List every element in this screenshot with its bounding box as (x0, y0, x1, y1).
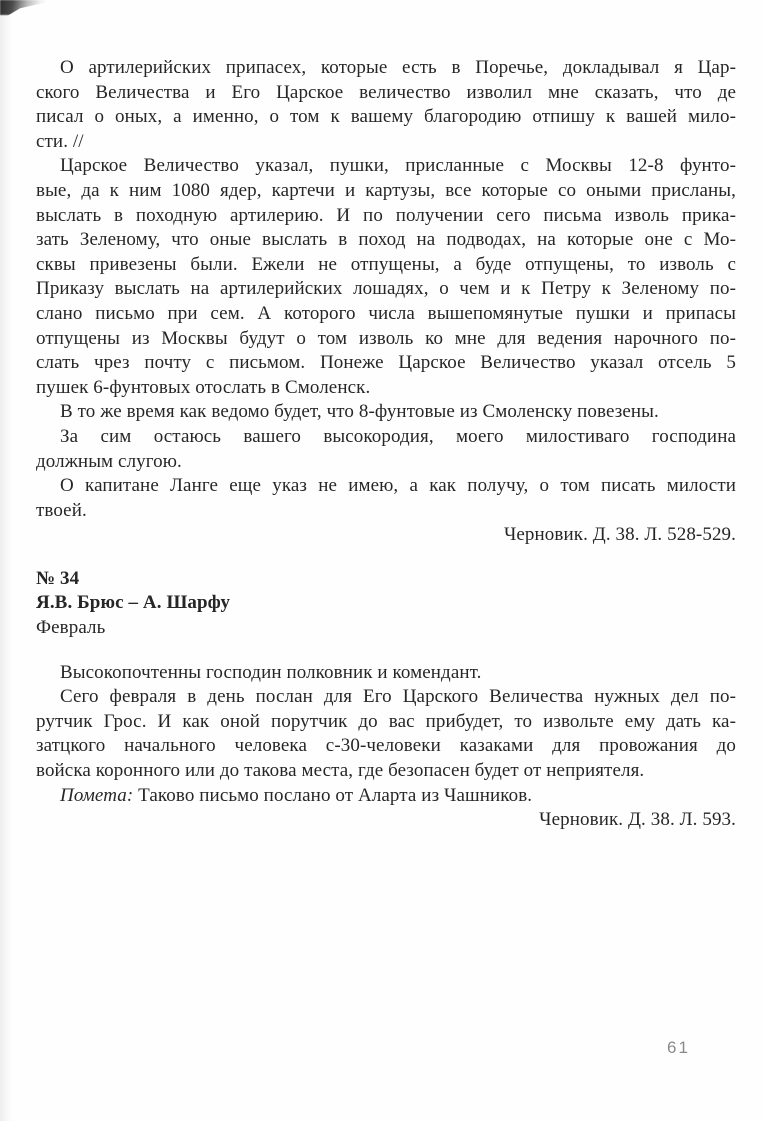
text-line: затцкого начального человека с-30-человеки казаками для провожания до (36, 735, 736, 757)
text-line: сквы привезены были. Ежели не отпущены, а буде отпущены, то изволь с (36, 253, 736, 275)
text-line: сти. // (36, 130, 84, 152)
text-line: слано письмо при сем. А которого числа вышепомянутые пушки и припасы (36, 302, 736, 324)
text-line: выслать в походную артилерию. И по получении сего письма изволь прика- (36, 204, 736, 226)
paragraph (36, 661, 736, 686)
page-body (36, 56, 736, 833)
text-line: Царское Величество указал, пушки, присланные с Москвы 12-8 фунто- (60, 155, 736, 177)
text-line: В то же время как ведомо будет, что 8-фунтовые из Смоленску повезены. (60, 401, 659, 423)
text-line: отпущены из Москвы будут о том изволь ко мне для ведения нарочного по- (36, 327, 736, 349)
archive-reference: Черновик. Д. 38. Л. 593. (539, 809, 736, 831)
text-line: ского Величества и Его Царское величество изволил мне сказать, что де (36, 81, 736, 103)
text-line: О артилерийских припасех, которые есть в Поречье, докладывал я Цар- (60, 57, 736, 78)
text-line: рутчик Грос. И как оной порутчик до вас прибудет, то извольте ему дать ка- (36, 710, 736, 732)
text-line: За сим остаюсь вашего высокородия, моего милостиваго господина (60, 425, 736, 447)
pometa-label: Помета: (60, 784, 134, 806)
text-line: вые, да к ним 1080 ядер, картечи и картузы, все которые со оными присланы, (36, 179, 736, 201)
page-number: 61 (667, 1038, 690, 1057)
text-line: писал о оных, а именно, о том к вашему благородию отпишу к вашей мило- (36, 106, 736, 128)
text-line (36, 784, 736, 809)
document-date: Февраль (36, 617, 106, 639)
text-line: твоей. (36, 499, 87, 521)
text-line: Высокопочтенны господин полковник и комендант. (60, 661, 482, 683)
paragraph (36, 474, 736, 523)
text-line: Приказу выслать на артилерийских лошадях, о чем и к Петру к Зеленому по- (36, 278, 736, 300)
text-line: О капитане Ланге еще указ не имею, а как получу, о том писать милости (60, 475, 736, 497)
archive-reference: Черновик. Д. 38. Л. 528-529. (503, 524, 736, 546)
paragraph (36, 154, 736, 400)
pometa-text: Таково письмо послано от Аларта из Чашников. (138, 784, 533, 806)
scan-edge-shadow (0, 0, 14, 1121)
paragraph (36, 56, 736, 154)
pometa-note (36, 784, 736, 809)
text-line: должным слугою. (36, 450, 182, 472)
paragraph (36, 400, 736, 425)
scan-artifact-corner (0, 0, 56, 15)
paragraph (36, 685, 736, 783)
text-line: Сего февраля в день послан для Его Царского Величества нужных дел по- (60, 686, 736, 708)
text-line: войска коронного или до такова места, где безопасен будет от неприятеля. (36, 760, 645, 782)
document-title: Я.В. Брюс – А. Шарфу (36, 592, 231, 614)
document-body (36, 661, 736, 833)
paragraph (36, 425, 736, 474)
text-line: слать чрез почту с письмом. Понеже Царское Величество указал отсель 5 (36, 352, 736, 374)
document-number: № 34 (36, 567, 80, 589)
document-header (36, 567, 736, 641)
text-line: пушек 6-фунтовых отослать в Смоленск. (36, 376, 371, 398)
text-line: зать Зеленому, что оные выслать в поход на подводах, на которые оне с Мо- (36, 229, 736, 251)
